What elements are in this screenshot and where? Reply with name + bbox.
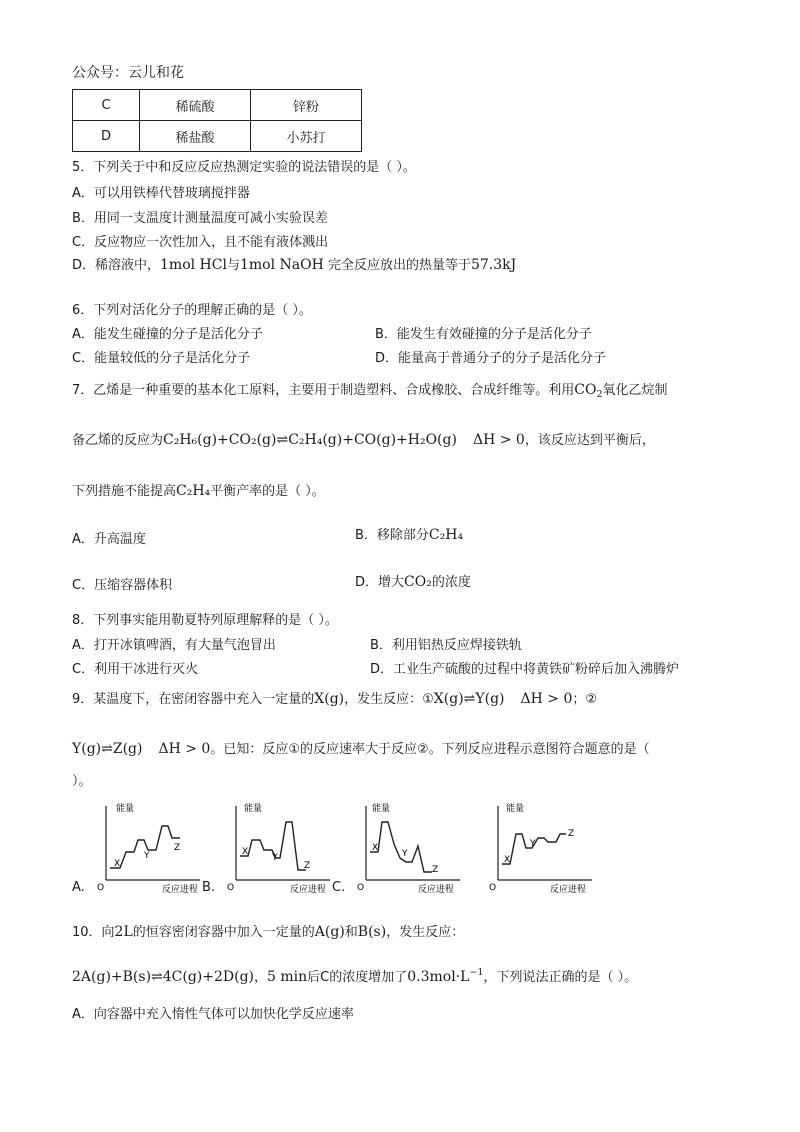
- q9-line1-end: ；②: [572, 692, 598, 707]
- graph-a-z: Z: [174, 843, 181, 853]
- q5-d-naoh: 1mol NaOH: [239, 257, 324, 273]
- graph-d-ylabel: 能量: [506, 804, 525, 814]
- graph-d-y: Y: [530, 839, 536, 849]
- q9-x: X(g): [314, 691, 345, 707]
- table-row: [73, 121, 362, 152]
- graph-c-x: X: [372, 843, 379, 853]
- q6-stem: 6．下列对活化分子的理解正确的是（ ）。: [72, 303, 312, 318]
- graph-b-z: Z: [304, 861, 311, 871]
- q7-line2-end: ，该反应达到平衡后，: [524, 433, 655, 448]
- table-cell: 锌粉: [251, 90, 362, 121]
- q9-dh1: ΔH > 0: [520, 691, 573, 707]
- q7-line3: [72, 480, 325, 499]
- graph-d-origin: O: [489, 883, 497, 893]
- q9-line2-end: 。已知：反应①的反应速率大于反应②。下列反应进程示意图符合题意的是（: [210, 742, 650, 757]
- q6-option-a: A．能发生碰撞的分子是活化分子: [72, 327, 263, 342]
- graph-d-xlabel: 反应进程: [550, 885, 587, 895]
- graph-b-ylabel: 能量: [244, 804, 263, 814]
- q5-d-value: 57.3kJ: [470, 257, 517, 273]
- q7-d-prefix: D．增大: [355, 575, 405, 590]
- q5-d-mid2: 完全反应放出的热量等于: [327, 258, 471, 273]
- q10-line2: 2A(g)+B(s)⇌4C(g)+2D(g)，5 min后C的浓度增加了$0.3mol\cdot L^{-1}$，下列说法正确的是（ ）。: [72, 967, 638, 985]
- q7-line1-text: 7．乙烯是一种重要的基本化工原料，主要用于制造塑料、合成橡胶、合成纤维等。利用: [72, 383, 575, 398]
- q6-option-c: C．能量较低的分子是活化分子: [72, 351, 251, 366]
- q6-option-d: D．能量高于普通分子的分子是活化分子: [375, 351, 607, 366]
- q10-conc: $0.3mol\cdot L^{-1}$: [407, 967, 484, 985]
- graph-c-letter: C.: [332, 880, 346, 895]
- q10-b-solid: B(s): [357, 924, 387, 940]
- q7-d-end: 的浓度: [431, 575, 471, 590]
- q5-d-mid: 与: [226, 258, 240, 273]
- q5-d-prefix: D．稀溶液中，: [72, 258, 161, 273]
- graph-d-z: Z: [568, 829, 575, 839]
- q10-line1: [72, 921, 464, 940]
- q7-b-prefix: B．移除部分: [355, 528, 429, 543]
- graph-c-y: Y: [402, 849, 408, 859]
- q9-dh2: ΔH > 0: [158, 741, 211, 757]
- graph-a-letter: A.: [72, 880, 85, 895]
- q7-line3-end: 平衡产率的是（ ）。: [210, 484, 325, 499]
- graph-b-xlabel: 反应进程: [290, 885, 327, 895]
- q7-option-a: A．升高温度: [72, 532, 146, 547]
- q10-line1-end: ，发生反应：: [386, 925, 465, 940]
- q7-line2: [72, 429, 655, 448]
- q10-and: 和: [344, 925, 358, 940]
- q7-equation: C₂H₆(g)+CO₂(g)⇌C₂H₄(g)+CO(g)+H₂O(g): [163, 432, 457, 448]
- q7-option-c: C．压缩容器体积: [72, 578, 173, 593]
- q10-line2-end: ，下列说法正确的是（ ）。: [483, 970, 638, 985]
- graph-a-ylabel: 能量: [116, 804, 135, 814]
- q7-co2: $CO_2$: [574, 382, 603, 400]
- table-cell: 稀硫酸: [140, 90, 251, 121]
- energy-diagram-a: [94, 800, 202, 895]
- energy-diagram-b: [224, 800, 332, 895]
- graph-a-origin: O: [97, 883, 105, 893]
- q10-option-a: A．向容器中充入惰性气体可以加快化学反应速率: [72, 1007, 354, 1022]
- q9-line1: [72, 688, 597, 707]
- q9-line3: ）。: [72, 774, 92, 789]
- q5-option-a: A．可以用铁棒代替玻璃搅拌器: [72, 186, 250, 201]
- energy-diagram-c: [354, 800, 462, 895]
- q9-line2: [72, 738, 650, 757]
- q9-reaction1: X(g)⇌Y(g): [433, 691, 505, 707]
- graph-c-xlabel: 反应进程: [418, 885, 455, 895]
- graph-b-origin: O: [227, 883, 235, 893]
- q7-option-d: [355, 571, 471, 590]
- q10-line1-prefix: 10．向: [72, 925, 115, 940]
- header-label: 公众号：云儿和花: [72, 65, 184, 81]
- q7-d-chem: CO₂: [404, 574, 432, 590]
- option-table: [72, 89, 362, 152]
- q8-stem: 8．下列事实能用勒夏特列原理解释的是（ ）。: [72, 613, 338, 628]
- q5-option-b: B．用同一支温度计测量温度可减小实验误差: [72, 211, 328, 226]
- q6-option-b: B．能发生有效碰撞的分子是活化分子: [375, 327, 592, 342]
- q8-option-b: B．利用铝热反应焊接铁轨: [370, 638, 522, 653]
- table-cell: 小苏打: [251, 121, 362, 152]
- q5-stem: 5．下列关于中和反应反应热测定实验的说法错误的是（ ）。: [72, 160, 416, 175]
- graph-a-y: Y: [144, 851, 150, 861]
- graph-a-xlabel: 反应进程: [162, 885, 199, 895]
- q10-line1-mid: 的恒容密闭容器中加入一定量的: [132, 925, 315, 940]
- q7-line2-prefix: 备乙烯的反应为: [72, 433, 164, 448]
- q10-time: 5 min: [267, 969, 308, 985]
- table-row: [73, 90, 362, 121]
- graph-b-x: X: [242, 847, 249, 857]
- q10-equation: 2A(g)+B(s)⇌4C(g)+2D(g): [72, 969, 255, 985]
- graph-a-x: X: [114, 859, 121, 869]
- q7-c2h4: C₂H₄: [176, 483, 211, 499]
- graph-b-letter: B.: [202, 880, 216, 895]
- energy-diagram-d: [486, 800, 594, 895]
- q7-b-chem: C₂H₄: [428, 527, 464, 543]
- table-cell: 稀盐酸: [140, 121, 251, 152]
- q5-option-c: C．反应物应一次性加入，且不能有液体溅出: [72, 235, 329, 250]
- graph-c-origin: O: [357, 883, 365, 893]
- q7-line3-prefix: 下列措施不能提高: [72, 484, 177, 499]
- q10-line2-mid: 后C的浓度增加了: [307, 970, 408, 985]
- q8-option-a: A．打开冰镇啤酒，有大量气泡冒出: [72, 638, 276, 653]
- q9-line1-prefix: 9．某温度下，在密闭容器中充入一定量的: [72, 692, 315, 707]
- q7-option-b: [355, 524, 463, 543]
- q5-option-d: [72, 254, 516, 273]
- q8-option-d: D．工业生产硫酸的过程中将黄铁矿粉碎后加入沸腾炉: [370, 662, 680, 677]
- graph-c-ylabel: 能量: [372, 804, 391, 814]
- q10-a-gas: A(g): [314, 924, 345, 940]
- table-cell: D: [73, 121, 140, 152]
- q7-line1: [72, 379, 668, 400]
- q5-d-hcl: 1mol HCl: [160, 257, 227, 273]
- table-cell: C: [73, 90, 140, 121]
- q7-dh: ΔH > 0: [472, 432, 525, 448]
- graph-d-x: X: [504, 855, 511, 865]
- graph-c-z: Z: [432, 865, 439, 875]
- q8-option-c: C．利用干冰进行灭火: [72, 662, 199, 677]
- q9-line1-mid: ，发生反应：①: [344, 692, 434, 707]
- q10-volume: 2L: [114, 924, 133, 940]
- graph-b-y: Y: [272, 853, 278, 863]
- q9-reaction2: Y(g)⇌Z(g): [72, 741, 143, 757]
- q7-line1-end: 氧化乙烷制: [602, 383, 668, 398]
